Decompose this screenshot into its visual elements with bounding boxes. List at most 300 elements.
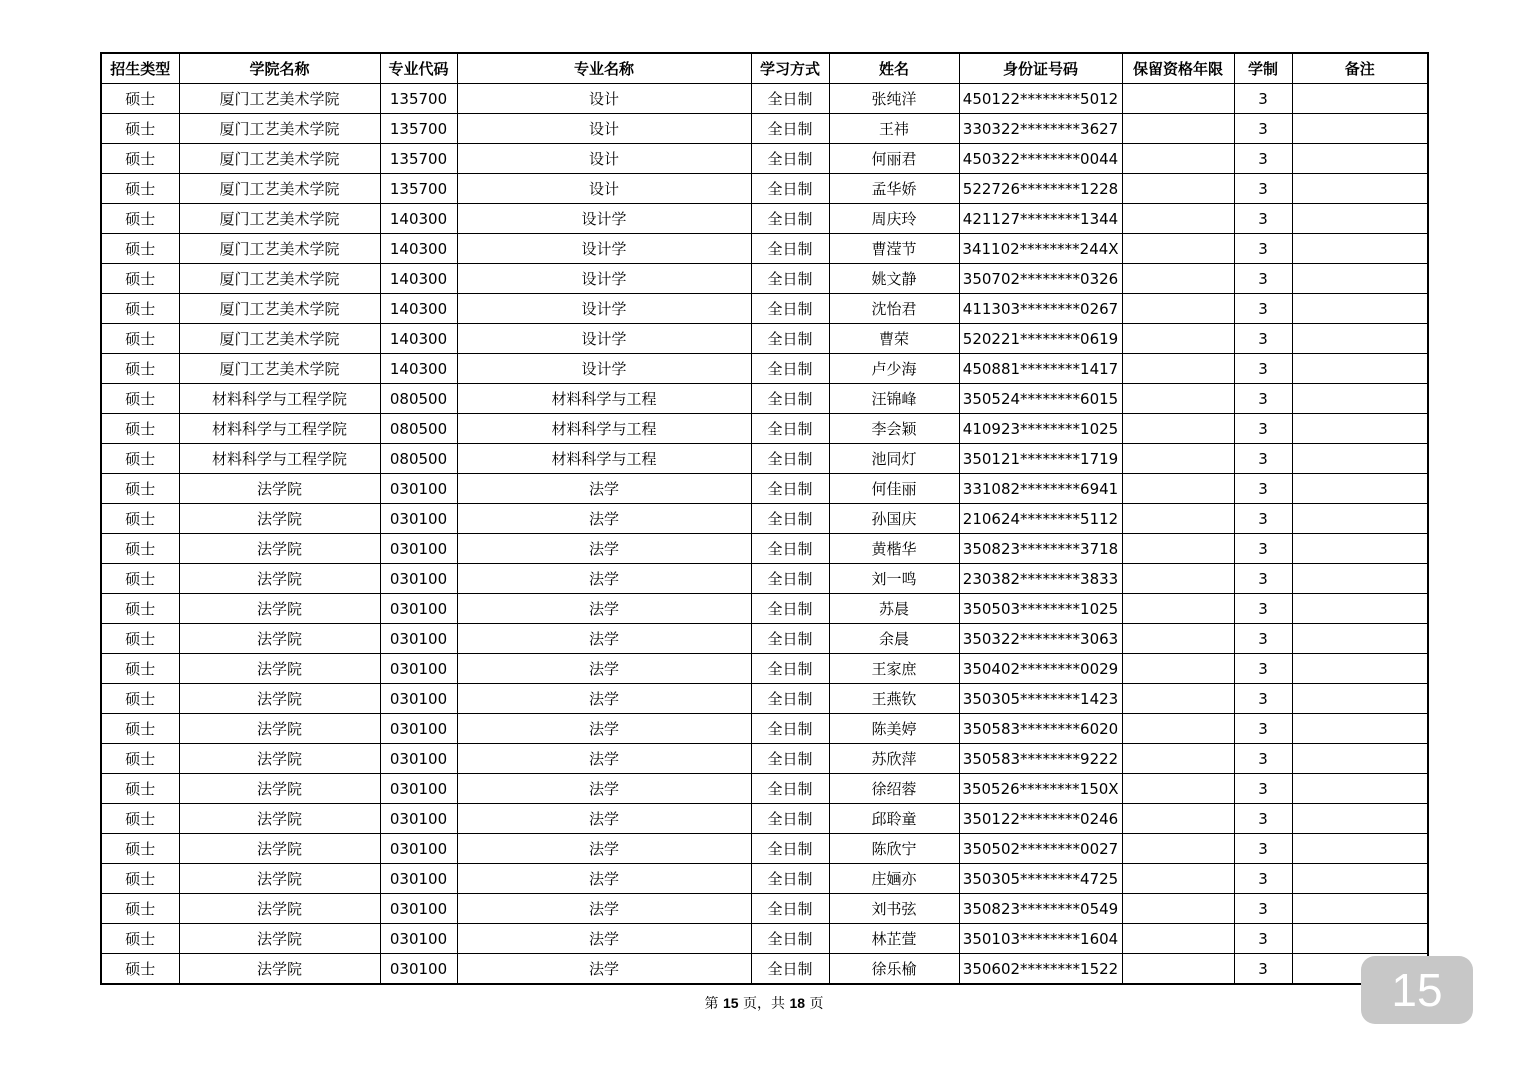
- cell-retention-years: [1122, 144, 1234, 174]
- cell-study-mode: 全日制: [751, 924, 829, 954]
- cell-remarks: [1292, 264, 1428, 294]
- page-number-badge: 15: [1361, 956, 1473, 1024]
- table-row: [101, 264, 1428, 294]
- cell-remarks: [1292, 744, 1428, 774]
- cell-college: 厦门工艺美术学院: [179, 264, 380, 294]
- header-study-mode: 学习方式: [751, 53, 829, 84]
- table-row: [101, 534, 1428, 564]
- cell-enroll-type: 硕士: [101, 324, 179, 354]
- cell-major-code: 135700: [380, 144, 457, 174]
- cell-major-code: 140300: [380, 204, 457, 234]
- cell-enroll-type: 硕士: [101, 504, 179, 534]
- cell-id-number: 350602********1522: [959, 954, 1122, 985]
- cell-id-number: 450881********1417: [959, 354, 1122, 384]
- cell-remarks: [1292, 654, 1428, 684]
- cell-major-name: 设计学: [457, 204, 751, 234]
- cell-major-code: 030100: [380, 954, 457, 985]
- cell-remarks: [1292, 684, 1428, 714]
- cell-id-number: 410923********1025: [959, 414, 1122, 444]
- cell-college: 法学院: [179, 924, 380, 954]
- cell-name: 孙国庆: [829, 504, 959, 534]
- cell-remarks: [1292, 774, 1428, 804]
- cell-study-mode: 全日制: [751, 954, 829, 985]
- cell-enroll-type: 硕士: [101, 234, 179, 264]
- cell-remarks: [1292, 834, 1428, 864]
- cell-duration: 3: [1234, 534, 1292, 564]
- cell-enroll-type: 硕士: [101, 834, 179, 864]
- cell-id-number: 350122********0246: [959, 804, 1122, 834]
- cell-major-code: 030100: [380, 804, 457, 834]
- cell-remarks: [1292, 444, 1428, 474]
- cell-major-code: 030100: [380, 684, 457, 714]
- table-row: [101, 354, 1428, 384]
- footer-suffix: 页: [809, 996, 824, 1012]
- cell-enroll-type: 硕士: [101, 774, 179, 804]
- cell-enroll-type: 硕士: [101, 384, 179, 414]
- cell-major-code: 030100: [380, 774, 457, 804]
- cell-major-name: 设计: [457, 174, 751, 204]
- cell-remarks: [1292, 504, 1428, 534]
- cell-study-mode: 全日制: [751, 264, 829, 294]
- cell-id-number: 522726********1228: [959, 174, 1122, 204]
- cell-study-mode: 全日制: [751, 804, 829, 834]
- cell-study-mode: 全日制: [751, 234, 829, 264]
- cell-name: 邱聆童: [829, 804, 959, 834]
- cell-name: 张纯洋: [829, 84, 959, 114]
- cell-enroll-type: 硕士: [101, 804, 179, 834]
- cell-retention-years: [1122, 84, 1234, 114]
- header-name: 姓名: [829, 53, 959, 84]
- cell-id-number: 350121********1719: [959, 444, 1122, 474]
- cell-id-number: 350503********1025: [959, 594, 1122, 624]
- cell-college: 法学院: [179, 594, 380, 624]
- cell-study-mode: 全日制: [751, 204, 829, 234]
- cell-major-name: 法学: [457, 894, 751, 924]
- cell-major-name: 设计学: [457, 324, 751, 354]
- cell-remarks: [1292, 924, 1428, 954]
- cell-duration: 3: [1234, 204, 1292, 234]
- cell-duration: 3: [1234, 114, 1292, 144]
- cell-duration: 3: [1234, 234, 1292, 264]
- cell-college: 材料科学与工程学院: [179, 384, 380, 414]
- cell-name: 王祎: [829, 114, 959, 144]
- cell-enroll-type: 硕士: [101, 924, 179, 954]
- cell-duration: 3: [1234, 504, 1292, 534]
- cell-college: 法学院: [179, 894, 380, 924]
- cell-id-number: 421127********1344: [959, 204, 1122, 234]
- cell-college: 厦门工艺美术学院: [179, 84, 380, 114]
- table-row: [101, 84, 1428, 114]
- cell-study-mode: 全日制: [751, 384, 829, 414]
- cell-name: 王家庶: [829, 654, 959, 684]
- cell-study-mode: 全日制: [751, 624, 829, 654]
- cell-enroll-type: 硕士: [101, 84, 179, 114]
- cell-college: 厦门工艺美术学院: [179, 174, 380, 204]
- cell-major-name: 设计学: [457, 234, 751, 264]
- cell-remarks: [1292, 534, 1428, 564]
- cell-college: 法学院: [179, 564, 380, 594]
- cell-id-number: 450122********5012: [959, 84, 1122, 114]
- cell-remarks: [1292, 354, 1428, 384]
- cell-duration: 3: [1234, 654, 1292, 684]
- cell-enroll-type: 硕士: [101, 594, 179, 624]
- table-row: [101, 504, 1428, 534]
- cell-major-name: 法学: [457, 954, 751, 985]
- cell-retention-years: [1122, 894, 1234, 924]
- cell-study-mode: 全日制: [751, 564, 829, 594]
- cell-major-name: 法学: [457, 774, 751, 804]
- cell-name: 刘书弦: [829, 894, 959, 924]
- cell-duration: 3: [1234, 804, 1292, 834]
- cell-name: 徐乐榆: [829, 954, 959, 985]
- cell-retention-years: [1122, 684, 1234, 714]
- cell-major-name: 设计学: [457, 264, 751, 294]
- cell-retention-years: [1122, 474, 1234, 504]
- cell-major-name: 设计: [457, 84, 751, 114]
- cell-enroll-type: 硕士: [101, 954, 179, 985]
- cell-id-number: 350823********0549: [959, 894, 1122, 924]
- table-row: [101, 204, 1428, 234]
- cell-id-number: 350702********0326: [959, 264, 1122, 294]
- cell-study-mode: 全日制: [751, 714, 829, 744]
- cell-name: 池同灯: [829, 444, 959, 474]
- cell-retention-years: [1122, 774, 1234, 804]
- cell-enroll-type: 硕士: [101, 174, 179, 204]
- cell-retention-years: [1122, 624, 1234, 654]
- cell-college: 法学院: [179, 804, 380, 834]
- cell-college: 法学院: [179, 714, 380, 744]
- cell-major-code: 030100: [380, 474, 457, 504]
- cell-major-code: 030100: [380, 504, 457, 534]
- cell-id-number: 350524********6015: [959, 384, 1122, 414]
- cell-duration: 3: [1234, 444, 1292, 474]
- cell-major-code: 140300: [380, 234, 457, 264]
- cell-retention-years: [1122, 654, 1234, 684]
- cell-retention-years: [1122, 744, 1234, 774]
- cell-name: 陈美婷: [829, 714, 959, 744]
- cell-enroll-type: 硕士: [101, 624, 179, 654]
- cell-name: 孟华娇: [829, 174, 959, 204]
- cell-college: 法学院: [179, 864, 380, 894]
- header-duration: 学制: [1234, 53, 1292, 84]
- table-row: [101, 174, 1428, 204]
- cell-remarks: [1292, 864, 1428, 894]
- cell-retention-years: [1122, 294, 1234, 324]
- cell-major-code: 030100: [380, 624, 457, 654]
- cell-duration: 3: [1234, 414, 1292, 444]
- cell-enroll-type: 硕士: [101, 204, 179, 234]
- cell-remarks: [1292, 474, 1428, 504]
- cell-college: 材料科学与工程学院: [179, 444, 380, 474]
- cell-name: 刘一鸣: [829, 564, 959, 594]
- cell-major-name: 法学: [457, 864, 751, 894]
- cell-study-mode: 全日制: [751, 444, 829, 474]
- cell-name: 苏晨: [829, 594, 959, 624]
- cell-retention-years: [1122, 924, 1234, 954]
- table-row: [101, 684, 1428, 714]
- cell-enroll-type: 硕士: [101, 564, 179, 594]
- cell-college: 法学院: [179, 954, 380, 985]
- cell-id-number: 520221********0619: [959, 324, 1122, 354]
- cell-name: 余晨: [829, 624, 959, 654]
- cell-major-code: 140300: [380, 324, 457, 354]
- cell-enroll-type: 硕士: [101, 294, 179, 324]
- table-row: [101, 744, 1428, 774]
- cell-name: 卢少海: [829, 354, 959, 384]
- table-row: [101, 324, 1428, 354]
- table-body: [101, 84, 1428, 985]
- cell-major-code: 030100: [380, 834, 457, 864]
- cell-study-mode: 全日制: [751, 114, 829, 144]
- cell-name: 汪锦峰: [829, 384, 959, 414]
- cell-study-mode: 全日制: [751, 294, 829, 324]
- table-row: [101, 654, 1428, 684]
- cell-remarks: [1292, 414, 1428, 444]
- cell-major-name: 法学: [457, 924, 751, 954]
- cell-remarks: [1292, 204, 1428, 234]
- cell-college: 厦门工艺美术学院: [179, 294, 380, 324]
- cell-name: 陈欣宁: [829, 834, 959, 864]
- cell-duration: 3: [1234, 84, 1292, 114]
- cell-college: 法学院: [179, 534, 380, 564]
- cell-college: 厦门工艺美术学院: [179, 144, 380, 174]
- cell-remarks: [1292, 144, 1428, 174]
- cell-id-number: 210624********5112: [959, 504, 1122, 534]
- header-retention-years: 保留资格年限: [1122, 53, 1234, 84]
- cell-enroll-type: 硕士: [101, 744, 179, 774]
- cell-major-code: 080500: [380, 414, 457, 444]
- cell-duration: 3: [1234, 864, 1292, 894]
- table-row: [101, 954, 1428, 985]
- cell-id-number: 350322********3063: [959, 624, 1122, 654]
- cell-major-code: 135700: [380, 174, 457, 204]
- table-row: [101, 384, 1428, 414]
- cell-retention-years: [1122, 804, 1234, 834]
- cell-major-code: 030100: [380, 714, 457, 744]
- cell-duration: 3: [1234, 774, 1292, 804]
- cell-retention-years: [1122, 534, 1234, 564]
- cell-duration: 3: [1234, 894, 1292, 924]
- header-major-name: 专业名称: [457, 53, 751, 84]
- header-id-number: 身份证号码: [959, 53, 1122, 84]
- cell-retention-years: [1122, 264, 1234, 294]
- cell-remarks: [1292, 564, 1428, 594]
- table-row: [101, 804, 1428, 834]
- table-row: [101, 564, 1428, 594]
- cell-duration: 3: [1234, 384, 1292, 414]
- cell-major-code: 140300: [380, 354, 457, 384]
- cell-retention-years: [1122, 354, 1234, 384]
- cell-duration: 3: [1234, 954, 1292, 985]
- cell-study-mode: 全日制: [751, 594, 829, 624]
- cell-duration: 3: [1234, 354, 1292, 384]
- cell-major-name: 法学: [457, 474, 751, 504]
- cell-major-name: 材料科学与工程: [457, 444, 751, 474]
- footer-middle: 页，共: [743, 996, 785, 1012]
- footer-current-page: 15: [722, 995, 739, 1011]
- cell-remarks: [1292, 234, 1428, 264]
- cell-major-code: 030100: [380, 534, 457, 564]
- cell-name: 沈怡君: [829, 294, 959, 324]
- footer-total-pages: 18: [789, 995, 806, 1011]
- cell-study-mode: 全日制: [751, 324, 829, 354]
- cell-retention-years: [1122, 714, 1234, 744]
- cell-retention-years: [1122, 954, 1234, 985]
- cell-remarks: [1292, 324, 1428, 354]
- cell-enroll-type: 硕士: [101, 114, 179, 144]
- cell-study-mode: 全日制: [751, 654, 829, 684]
- cell-remarks: [1292, 804, 1428, 834]
- table-row: [101, 414, 1428, 444]
- cell-study-mode: 全日制: [751, 354, 829, 384]
- table-row: [101, 924, 1428, 954]
- cell-id-number: 330322********3627: [959, 114, 1122, 144]
- cell-college: 厦门工艺美术学院: [179, 234, 380, 264]
- cell-college: 厦门工艺美术学院: [179, 324, 380, 354]
- cell-major-name: 设计: [457, 114, 751, 144]
- page-footer: [0, 993, 1528, 1013]
- cell-study-mode: 全日制: [751, 174, 829, 204]
- cell-enroll-type: 硕士: [101, 264, 179, 294]
- cell-retention-years: [1122, 204, 1234, 234]
- cell-major-code: 030100: [380, 894, 457, 924]
- cell-id-number: 411303********0267: [959, 294, 1122, 324]
- cell-name: 曹滢节: [829, 234, 959, 264]
- table-row: [101, 444, 1428, 474]
- table-row: [101, 774, 1428, 804]
- cell-college: 材料科学与工程学院: [179, 414, 380, 444]
- cell-major-code: 030100: [380, 564, 457, 594]
- admission-roster-table: [100, 52, 1429, 985]
- cell-id-number: 350103********1604: [959, 924, 1122, 954]
- cell-retention-years: [1122, 504, 1234, 534]
- cell-major-code: 140300: [380, 294, 457, 324]
- cell-id-number: 350305********4725: [959, 864, 1122, 894]
- cell-retention-years: [1122, 114, 1234, 144]
- cell-major-name: 设计: [457, 144, 751, 174]
- cell-duration: 3: [1234, 924, 1292, 954]
- cell-remarks: [1292, 594, 1428, 624]
- cell-study-mode: 全日制: [751, 534, 829, 564]
- cell-name: 李会颖: [829, 414, 959, 444]
- cell-study-mode: 全日制: [751, 864, 829, 894]
- cell-enroll-type: 硕士: [101, 684, 179, 714]
- cell-study-mode: 全日制: [751, 834, 829, 864]
- cell-name: 姚文静: [829, 264, 959, 294]
- cell-retention-years: [1122, 174, 1234, 204]
- cell-study-mode: 全日制: [751, 84, 829, 114]
- header-remarks: 备注: [1292, 53, 1428, 84]
- cell-remarks: [1292, 714, 1428, 744]
- cell-retention-years: [1122, 414, 1234, 444]
- cell-college: 法学院: [179, 474, 380, 504]
- table-row: [101, 624, 1428, 654]
- cell-duration: 3: [1234, 684, 1292, 714]
- cell-retention-years: [1122, 384, 1234, 414]
- table-row: [101, 114, 1428, 144]
- cell-enroll-type: 硕士: [101, 354, 179, 384]
- cell-college: 法学院: [179, 684, 380, 714]
- cell-name: 苏欣萍: [829, 744, 959, 774]
- cell-major-code: 030100: [380, 744, 457, 774]
- cell-study-mode: 全日制: [751, 894, 829, 924]
- cell-college: 厦门工艺美术学院: [179, 204, 380, 234]
- table-row: [101, 714, 1428, 744]
- cell-major-name: 法学: [457, 504, 751, 534]
- cell-major-code: 030100: [380, 594, 457, 624]
- cell-major-name: 材料科学与工程: [457, 384, 751, 414]
- cell-major-code: 140300: [380, 264, 457, 294]
- cell-major-name: 法学: [457, 564, 751, 594]
- cell-enroll-type: 硕士: [101, 654, 179, 684]
- table-row: [101, 594, 1428, 624]
- cell-college: 法学院: [179, 504, 380, 534]
- cell-duration: 3: [1234, 744, 1292, 774]
- cell-remarks: [1292, 174, 1428, 204]
- cell-remarks: [1292, 84, 1428, 114]
- cell-college: 厦门工艺美术学院: [179, 114, 380, 144]
- cell-retention-years: [1122, 564, 1234, 594]
- cell-major-code: 135700: [380, 84, 457, 114]
- cell-duration: 3: [1234, 474, 1292, 504]
- table-row: [101, 894, 1428, 924]
- cell-enroll-type: 硕士: [101, 414, 179, 444]
- cell-name: 何佳丽: [829, 474, 959, 504]
- cell-major-name: 法学: [457, 624, 751, 654]
- cell-retention-years: [1122, 834, 1234, 864]
- cell-duration: 3: [1234, 714, 1292, 744]
- table-row: [101, 474, 1428, 504]
- cell-duration: 3: [1234, 834, 1292, 864]
- cell-college: 法学院: [179, 624, 380, 654]
- cell-major-code: 030100: [380, 924, 457, 954]
- cell-major-name: 设计学: [457, 354, 751, 384]
- cell-id-number: 350823********3718: [959, 534, 1122, 564]
- cell-id-number: 331082********6941: [959, 474, 1122, 504]
- cell-remarks: [1292, 114, 1428, 144]
- cell-name: 曹荣: [829, 324, 959, 354]
- cell-name: 周庆玲: [829, 204, 959, 234]
- cell-major-code: 080500: [380, 384, 457, 414]
- cell-name: 庄婳亦: [829, 864, 959, 894]
- cell-major-code: 030100: [380, 864, 457, 894]
- cell-duration: 3: [1234, 144, 1292, 174]
- cell-study-mode: 全日制: [751, 144, 829, 174]
- cell-major-name: 法学: [457, 834, 751, 864]
- cell-name: 黄楷华: [829, 534, 959, 564]
- cell-major-name: 材料科学与工程: [457, 414, 751, 444]
- cell-id-number: 350402********0029: [959, 654, 1122, 684]
- cell-retention-years: [1122, 594, 1234, 624]
- cell-id-number: 350502********0027: [959, 834, 1122, 864]
- cell-enroll-type: 硕士: [101, 444, 179, 474]
- cell-enroll-type: 硕士: [101, 864, 179, 894]
- cell-college: 法学院: [179, 654, 380, 684]
- cell-college: 法学院: [179, 744, 380, 774]
- cell-enroll-type: 硕士: [101, 144, 179, 174]
- cell-retention-years: [1122, 444, 1234, 474]
- cell-duration: 3: [1234, 624, 1292, 654]
- cell-retention-years: [1122, 234, 1234, 264]
- cell-major-name: 法学: [457, 534, 751, 564]
- cell-major-name: 法学: [457, 804, 751, 834]
- footer-prefix: 第: [704, 996, 719, 1012]
- cell-id-number: 450322********0044: [959, 144, 1122, 174]
- table-row: [101, 294, 1428, 324]
- cell-major-name: 法学: [457, 744, 751, 774]
- cell-study-mode: 全日制: [751, 774, 829, 804]
- cell-major-name: 法学: [457, 654, 751, 684]
